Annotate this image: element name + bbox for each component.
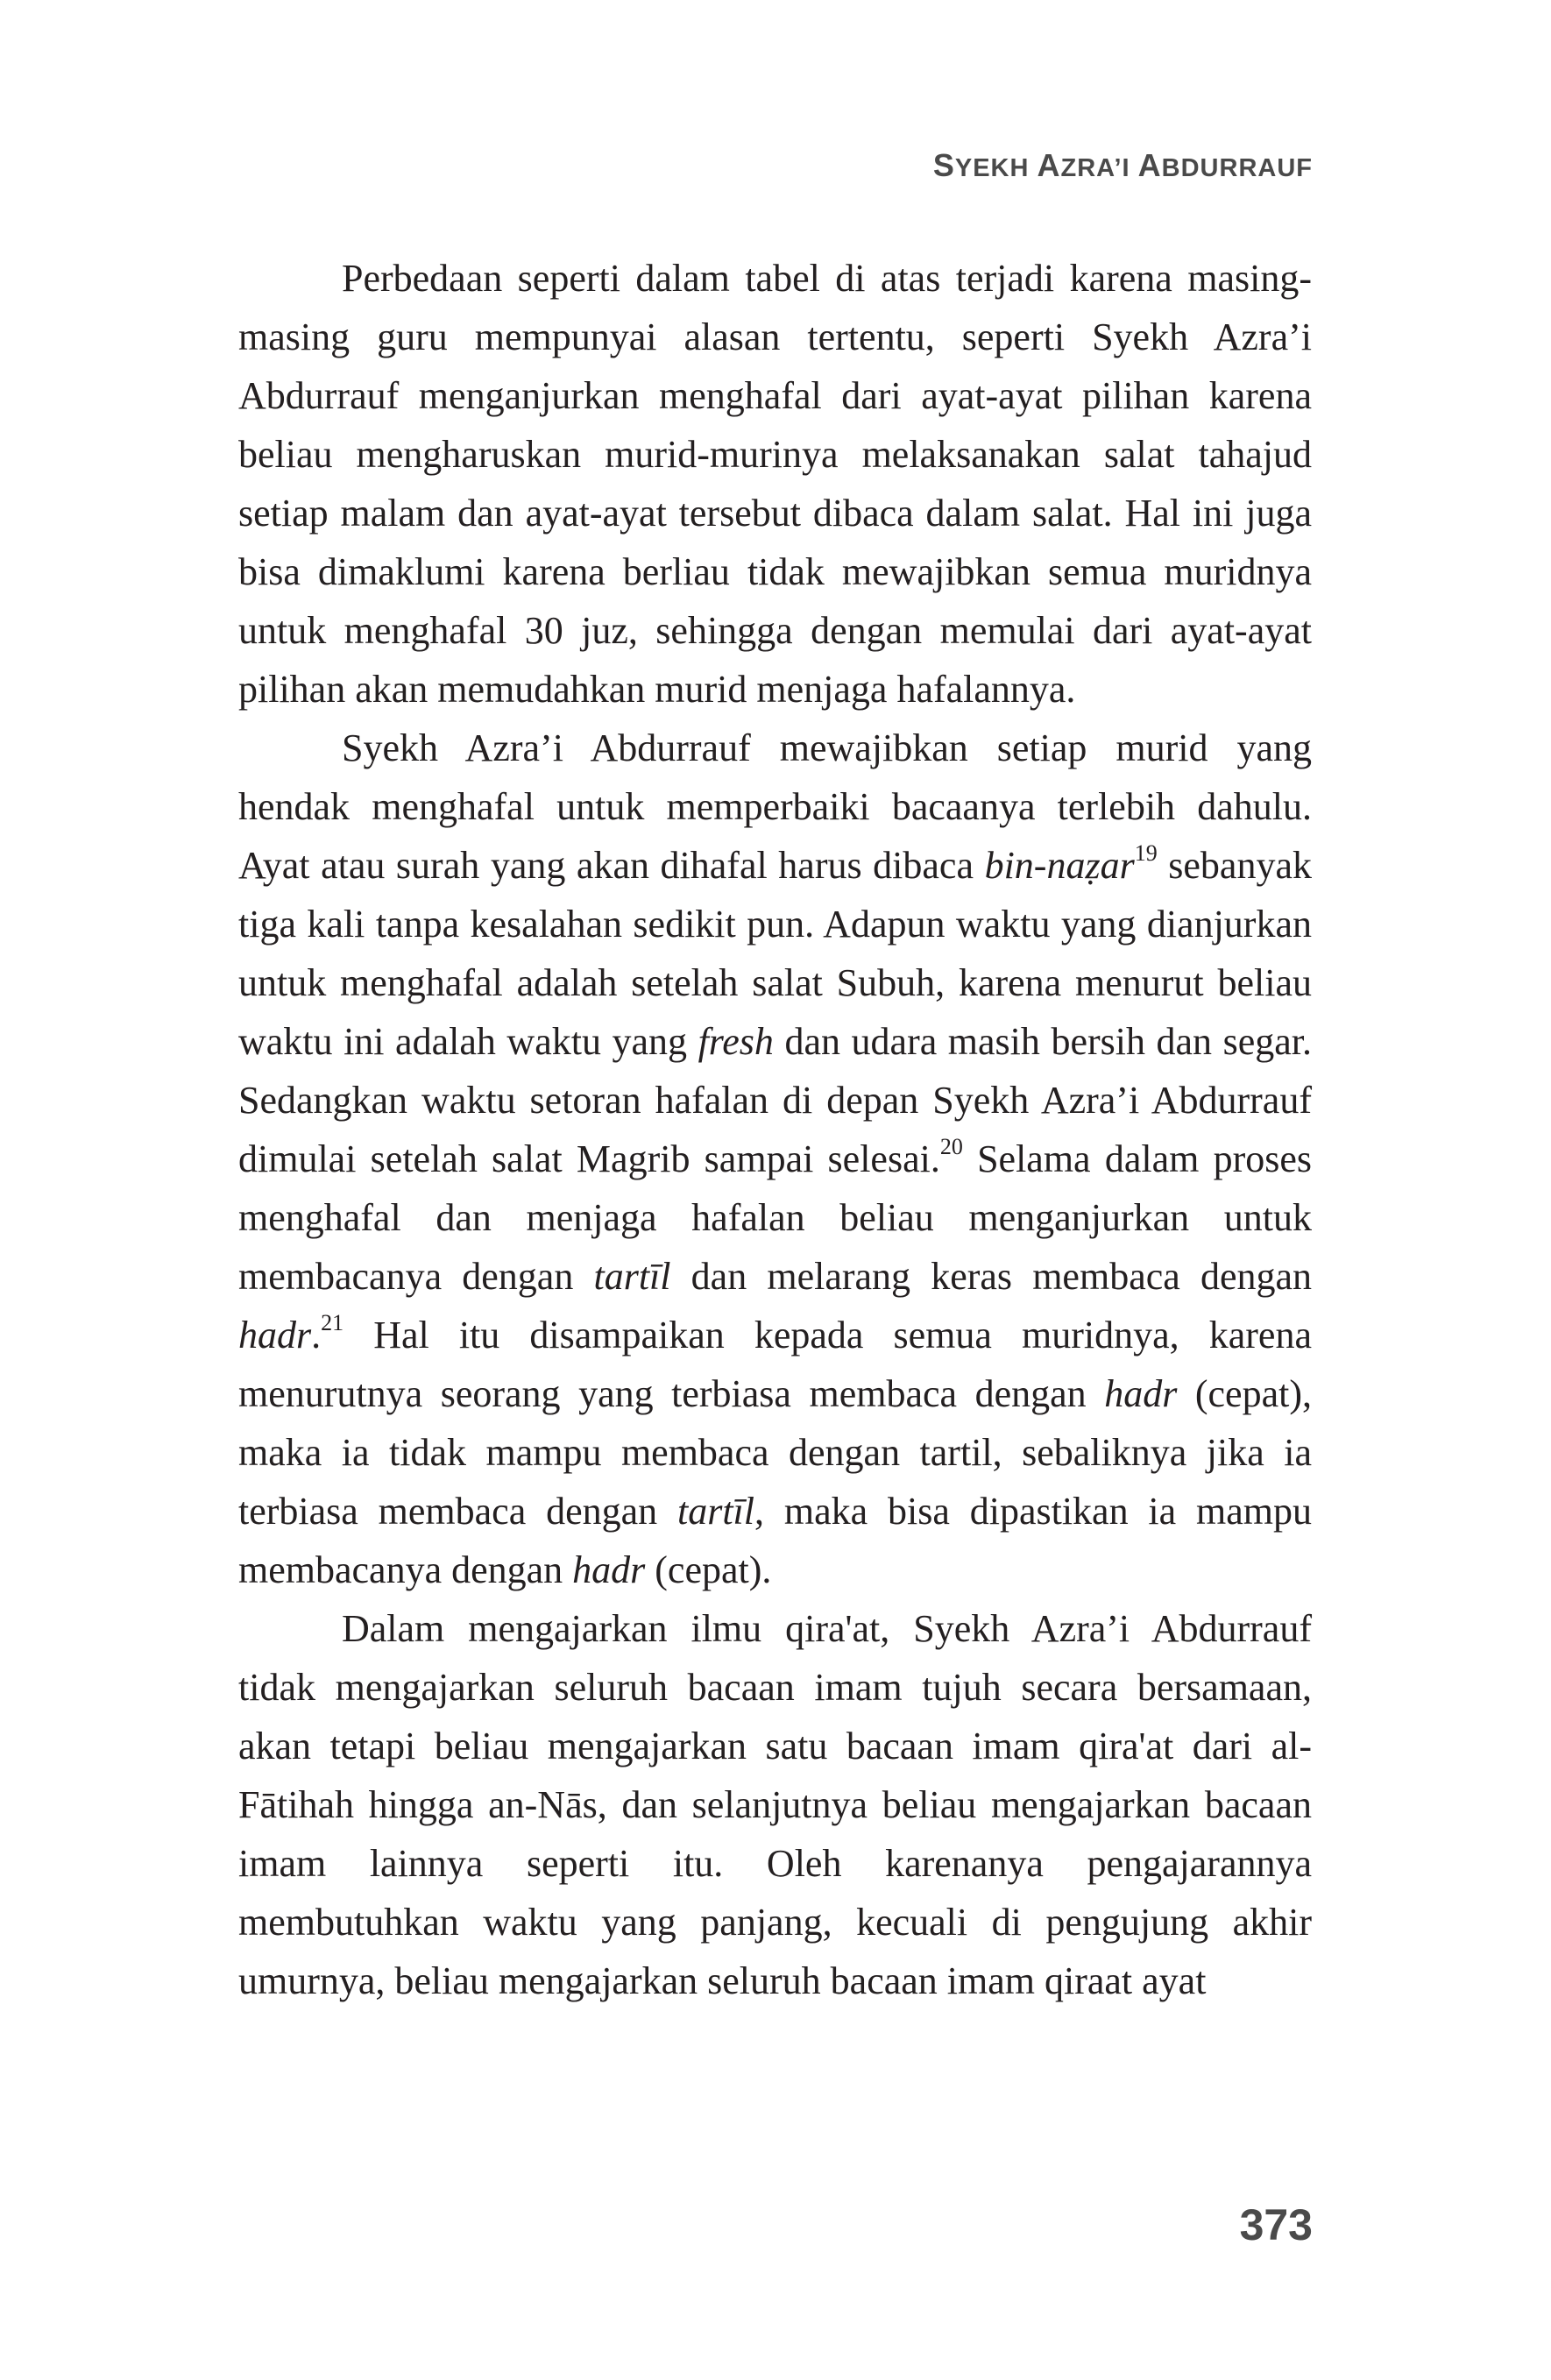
text-run: Perbedaan seperti dalam tabel di atas terjadi karena masing-masing guru mempunyai alasan tertentu, seperti Syekh Azra’i Abdurrauf menganjurkan menghafal dari ayat-ayat pilihan karena beliau mengharuskan murid-murinya melaksanakan salat tahajud setiap malam dan ayat-ayat tersebut dibaca dalam salat. Hal ini juga bisa dimaklumi karena berliau tidak mewajibkan semua muridnya untuk menghafal 30 juz, sehingga dengan memulai dari ayat-ayat pilihan akan memudahkan murid menjaga hafalannya. [238, 257, 1312, 711]
text-run: (cepat). [645, 1548, 772, 1591]
paragraph [238, 249, 1312, 719]
paragraph [238, 1599, 1312, 2010]
footnote-ref: 21 [321, 1310, 344, 1336]
running-head-part: S [932, 147, 955, 183]
text-run: Selama dalam proses menghafal dan menjaga hafalan beliau menganjurkan untuk membacanya dengan [238, 1137, 1312, 1298]
italic-term: hadr [1104, 1372, 1178, 1415]
text-run: dan melarang keras membaca dengan [670, 1255, 1312, 1298]
italic-term: hadr [238, 1314, 312, 1356]
text-run: , maka bisa dipastikan ia mampu membacanya dengan [238, 1490, 1313, 1591]
text-run: Dalam mengajarkan ilmu qira'at, Syekh Azra’i Abdurrauf tidak mengajarkan seluruh bacaan imam tujuh secara bersamaan, akan tetapi beliau mengajarkan satu bacaan imam qira'at dari al-Fātihah hingga an-Nās, dan selanjutnya beliau mengajarkan bacaan imam lainnya seperti itu. Oleh karenanya pengajarannya membutuhkan waktu yang panjang, kecuali di pengujung akhir umurnya, beliau mengajarkan seluruh bacaan imam qiraat ayat [238, 1607, 1312, 2002]
page-number: 373 [1239, 2200, 1313, 2249]
running-head-part: YEKH [954, 154, 1038, 182]
italic-term: tartīl [593, 1255, 671, 1298]
running-head-part: A [1037, 147, 1061, 183]
italic-term: fresh [698, 1020, 774, 1063]
text-run: (cepat), maka ia tidak mampu membaca dengan tartil, sebaliknya jika ia terbiasa membaca dengan [238, 1372, 1312, 1533]
footnote-ref: 19 [1134, 840, 1158, 867]
italic-term: bin-naẓar [984, 844, 1135, 887]
italic-term: hadr [572, 1548, 646, 1591]
footnote-ref: 20 [939, 1134, 963, 1160]
italic-term: tartīl [676, 1490, 755, 1533]
text-run: dan udara masih bersih dan segar. Sedangkan waktu setoran hafalan di depan Syekh Azra’i Abdurrauf dimulai setelah salat Magrib sampai selesai. [238, 1020, 1312, 1180]
body-text [238, 249, 1312, 2010]
text-run: . [311, 1314, 322, 1356]
text-run: sebanyak tiga kali tanpa kesalahan sedikit pun. Adapun waktu yang dianjurkan untuk menghafal adalah setelah salat Subuh, karena menurut beliau waktu ini adalah waktu yang [238, 844, 1312, 1063]
text-run: Syekh Azra’i Abdurrauf mewajibkan setiap murid yang hendak menghafal untuk memperbaiki bacaanya terlebih dahulu. Ayat atau surah yang akan dihafal harus dibaca [238, 726, 1312, 887]
running-head-part: A [1137, 147, 1162, 183]
running-head [933, 147, 1313, 184]
running-head-part: BDURRAUF [1161, 154, 1313, 182]
paragraph [238, 719, 1312, 1599]
running-head-part: ZRA’I [1060, 154, 1138, 182]
text-run: Hal itu disampaikan kepada semua muridnya, karena menurutnya seorang yang terbiasa membaca dengan [238, 1314, 1312, 1415]
